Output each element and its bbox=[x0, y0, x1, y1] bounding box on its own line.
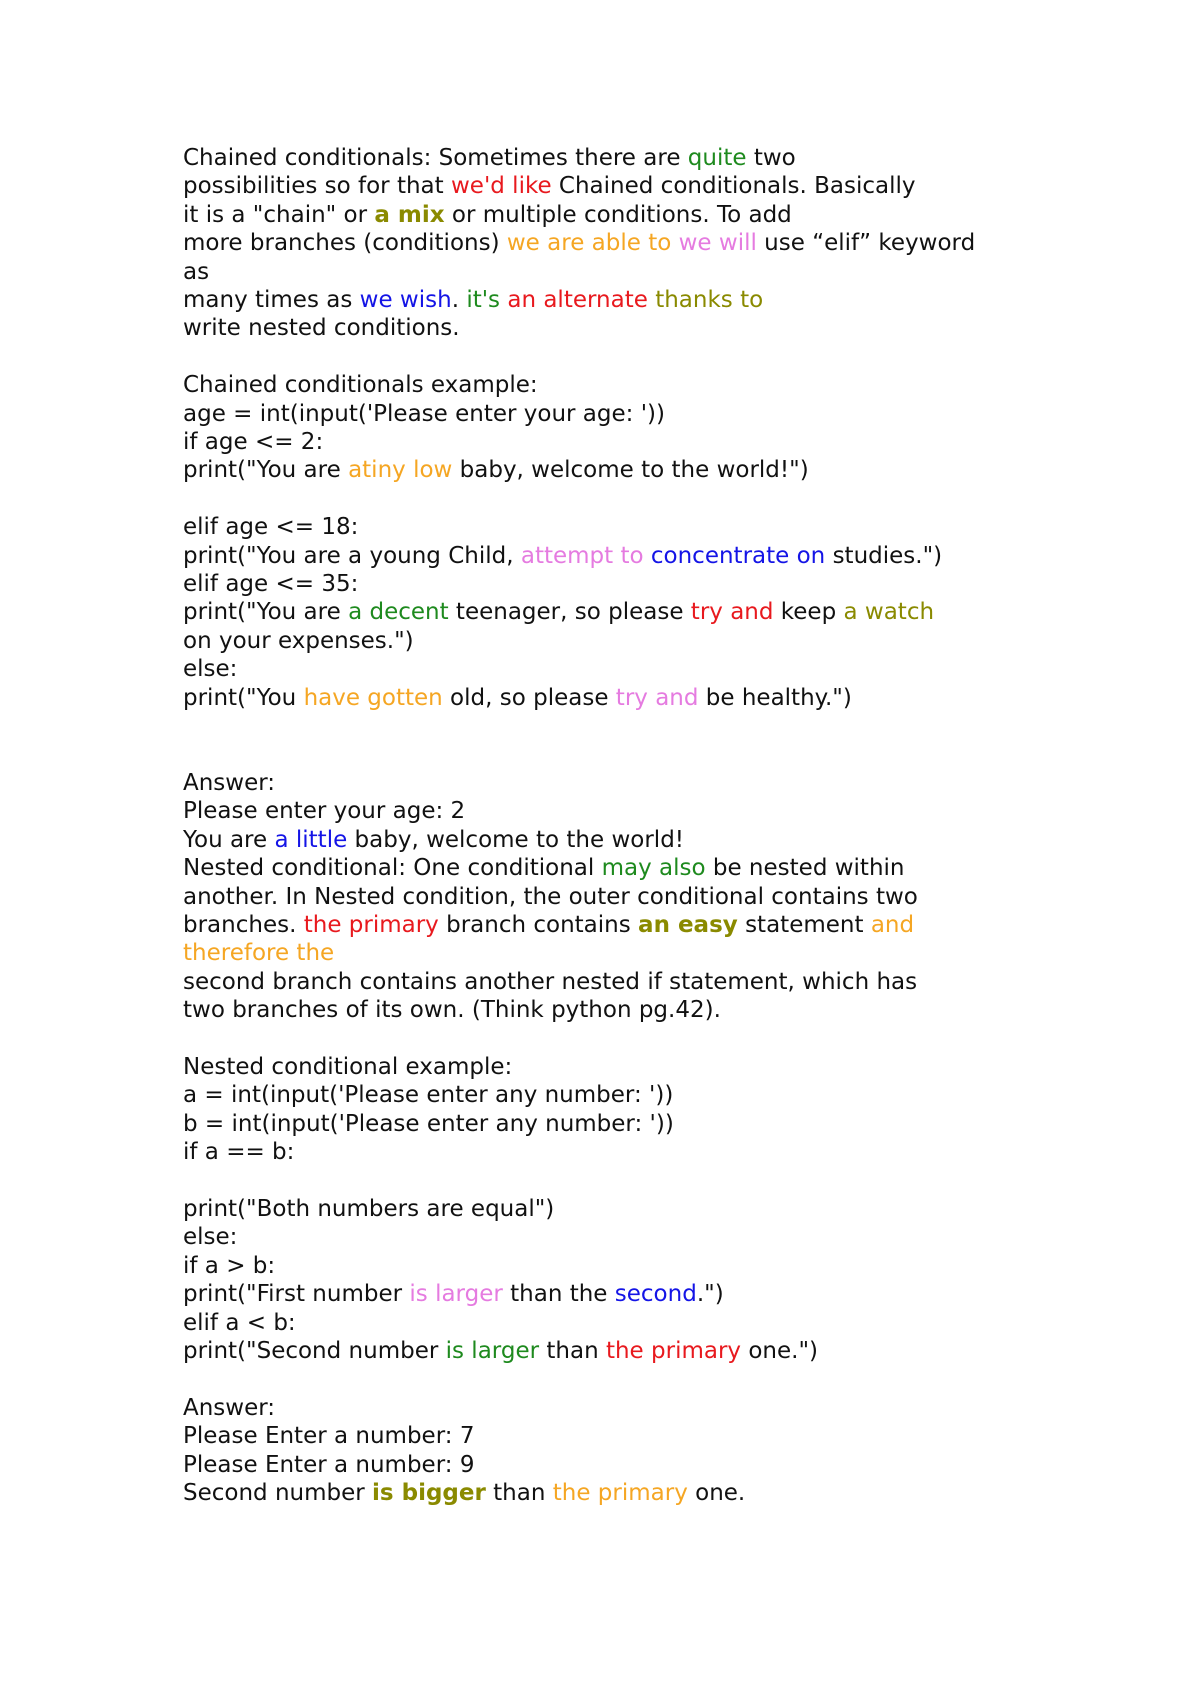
text-line bbox=[183, 172, 1063, 200]
text-line bbox=[183, 1223, 1063, 1251]
text-line bbox=[183, 769, 1063, 797]
blank-line bbox=[183, 1167, 1063, 1195]
text-run: statement bbox=[737, 911, 871, 938]
text-run: Chained conditionals. Basically bbox=[551, 173, 916, 200]
text-run: Please enter your age: 2 bbox=[183, 798, 466, 825]
text-run: You are bbox=[183, 826, 275, 853]
text-run: a = int(input('Please enter any number: ')) bbox=[183, 1082, 674, 1109]
text-line bbox=[183, 371, 1063, 399]
highlighted-phrase: a mix bbox=[374, 201, 445, 228]
highlighted-phrase: concentrate on bbox=[650, 542, 826, 569]
text-line bbox=[183, 968, 1063, 996]
highlighted-phrase: have gotten bbox=[303, 684, 443, 711]
highlighted-phrase: second bbox=[614, 1281, 697, 1308]
text-run: second branch contains another nested if statement, which has bbox=[183, 968, 918, 995]
text-run: keep bbox=[773, 599, 844, 626]
blank-line bbox=[183, 740, 1063, 768]
text-run: elif age <= 35: bbox=[183, 571, 359, 598]
text-run: use “elif” keyword bbox=[756, 230, 976, 257]
text-line bbox=[183, 1479, 1063, 1507]
blank-line bbox=[183, 1025, 1063, 1053]
text-line bbox=[183, 1252, 1063, 1280]
text-run: Answer: bbox=[183, 1394, 276, 1421]
text-run: .") bbox=[696, 1281, 724, 1308]
text-line bbox=[183, 456, 1063, 484]
highlighted-phrase: we'd like bbox=[450, 173, 552, 200]
text-run: write nested conditions. bbox=[183, 315, 460, 342]
highlighted-phrase: atiny low bbox=[348, 457, 453, 484]
text-line bbox=[183, 542, 1063, 570]
text-line bbox=[183, 1337, 1063, 1365]
highlighted-phrase: a little bbox=[274, 826, 348, 853]
text-run: many times as bbox=[183, 287, 360, 314]
text-run bbox=[644, 543, 651, 569]
highlighted-phrase: therefore the bbox=[183, 940, 335, 967]
text-run: age = int(input('Please enter your age: ')) bbox=[183, 400, 665, 427]
highlighted-phrase: attempt to bbox=[520, 542, 644, 569]
text-line bbox=[183, 655, 1063, 683]
text-line bbox=[183, 1053, 1063, 1081]
highlighted-phrase: it's bbox=[466, 287, 501, 314]
highlighted-phrase: an alternate bbox=[507, 287, 648, 314]
highlighted-phrase: is larger bbox=[409, 1281, 503, 1308]
text-line bbox=[183, 1195, 1063, 1223]
text-line bbox=[183, 286, 1063, 314]
text-run: print("You bbox=[183, 684, 304, 711]
text-run: old, so please bbox=[442, 684, 616, 711]
text-run: if a == b: bbox=[183, 1139, 295, 1166]
highlighted-phrase: is larger bbox=[445, 1337, 540, 1364]
text-run: teenager, so please bbox=[448, 599, 691, 626]
text-run: baby, welcome to the world! bbox=[347, 826, 685, 853]
text-line bbox=[183, 1422, 1063, 1450]
text-line bbox=[183, 400, 1063, 428]
text-run: Nested conditional: One conditional bbox=[183, 855, 602, 882]
text-run: more branches (conditions) bbox=[183, 230, 507, 257]
highlighted-phrase: try and bbox=[615, 684, 699, 711]
text-run: on your expenses.") bbox=[183, 627, 414, 654]
text-run: baby, welcome to the world!") bbox=[452, 457, 809, 484]
highlighted-phrase: an easy bbox=[638, 911, 738, 938]
text-line bbox=[183, 598, 1063, 626]
text-run: Answer: bbox=[183, 769, 276, 796]
highlighted-phrase: is bigger bbox=[372, 1479, 486, 1506]
highlighted-phrase: a decent bbox=[348, 599, 449, 626]
text-line bbox=[183, 854, 1063, 882]
text-line bbox=[183, 513, 1063, 541]
text-line bbox=[183, 911, 1063, 939]
text-run: be nested within bbox=[705, 855, 905, 882]
text-line bbox=[183, 826, 1063, 854]
text-run: else: bbox=[183, 1224, 238, 1251]
text-run: one. bbox=[687, 1479, 746, 1506]
text-run: studies.") bbox=[825, 542, 943, 569]
text-run: or multiple conditions. To add bbox=[444, 201, 792, 228]
text-run: than bbox=[539, 1337, 606, 1364]
text-run: Second number bbox=[183, 1479, 373, 1506]
text-run: . bbox=[451, 287, 467, 314]
text-run: if a > b: bbox=[183, 1252, 276, 1279]
highlighted-phrase: thanks to bbox=[655, 287, 764, 314]
highlighted-phrase: may also bbox=[601, 855, 706, 882]
text-line bbox=[183, 428, 1063, 456]
text-line bbox=[183, 1081, 1063, 1109]
text-run: branches. bbox=[183, 911, 304, 938]
text-line bbox=[183, 939, 1063, 967]
text-line bbox=[183, 1309, 1063, 1337]
text-run: if age <= 2: bbox=[183, 429, 324, 456]
text-run: as bbox=[183, 258, 210, 285]
highlighted-phrase: the primary bbox=[605, 1337, 742, 1364]
document-body bbox=[183, 144, 1063, 1507]
text-run: elif a < b: bbox=[183, 1309, 296, 1336]
highlighted-phrase: we wish bbox=[359, 287, 452, 314]
text-line bbox=[183, 1138, 1063, 1166]
blank-line bbox=[183, 485, 1063, 513]
text-run: than the bbox=[502, 1281, 615, 1308]
text-line bbox=[183, 627, 1063, 655]
text-run: Chained conditionals example: bbox=[183, 372, 538, 399]
text-run: branch contains bbox=[438, 911, 639, 938]
text-line bbox=[183, 144, 1063, 172]
text-line bbox=[183, 1394, 1063, 1422]
text-run: print("You are bbox=[183, 599, 349, 626]
text-run: print("First number bbox=[183, 1281, 410, 1308]
text-line bbox=[183, 229, 1063, 257]
text-line bbox=[183, 258, 1063, 286]
text-run: Please Enter a number: 9 bbox=[183, 1451, 475, 1478]
text-run: b = int(input('Please enter any number: ')) bbox=[183, 1110, 674, 1137]
blank-line bbox=[183, 1365, 1063, 1393]
text-run: two branches of its own. (Think python pg.42). bbox=[183, 997, 721, 1024]
text-line bbox=[183, 1110, 1063, 1138]
text-run: one.") bbox=[741, 1337, 819, 1364]
text-run: Nested conditional example: bbox=[183, 1053, 513, 1080]
text-run: be healthy.") bbox=[698, 684, 852, 711]
highlighted-phrase: and bbox=[870, 911, 915, 938]
highlighted-phrase: the primary bbox=[303, 911, 439, 938]
highlighted-phrase: we are able to bbox=[506, 230, 672, 257]
text-line bbox=[183, 883, 1063, 911]
text-run: another. In Nested condition, the outer conditional contains two bbox=[183, 883, 918, 910]
text-run: else: bbox=[183, 656, 238, 683]
highlighted-phrase: we will bbox=[678, 230, 757, 257]
text-line bbox=[183, 201, 1063, 229]
text-line bbox=[183, 570, 1063, 598]
text-line bbox=[183, 684, 1063, 712]
highlighted-phrase: quite bbox=[687, 145, 747, 171]
text-line bbox=[183, 1451, 1063, 1479]
text-run: possibilities so for that bbox=[183, 173, 451, 200]
text-line bbox=[183, 996, 1063, 1024]
text-line bbox=[183, 797, 1063, 825]
text-run: print("You are a young Child, bbox=[183, 542, 521, 569]
text-run bbox=[671, 230, 678, 256]
text-run: elif age <= 18: bbox=[183, 514, 359, 541]
highlighted-phrase: the primary bbox=[552, 1479, 688, 1506]
highlighted-phrase: a watch bbox=[843, 599, 935, 626]
text-line bbox=[183, 314, 1063, 342]
text-run: print("Second number bbox=[183, 1337, 446, 1364]
text-run: print("Both numbers are equal") bbox=[183, 1195, 555, 1222]
text-run: it is a "chain" or bbox=[183, 201, 375, 228]
text-run: Please Enter a number: 7 bbox=[183, 1423, 475, 1450]
blank-line bbox=[183, 712, 1063, 740]
text-run: Chained conditionals: Sometimes there are bbox=[183, 145, 688, 171]
text-run: than bbox=[485, 1479, 553, 1506]
text-line bbox=[183, 1280, 1063, 1308]
highlighted-phrase: try and bbox=[690, 599, 774, 626]
text-run: two bbox=[746, 145, 796, 171]
text-run: print("You are bbox=[183, 457, 349, 484]
blank-line bbox=[183, 343, 1063, 371]
